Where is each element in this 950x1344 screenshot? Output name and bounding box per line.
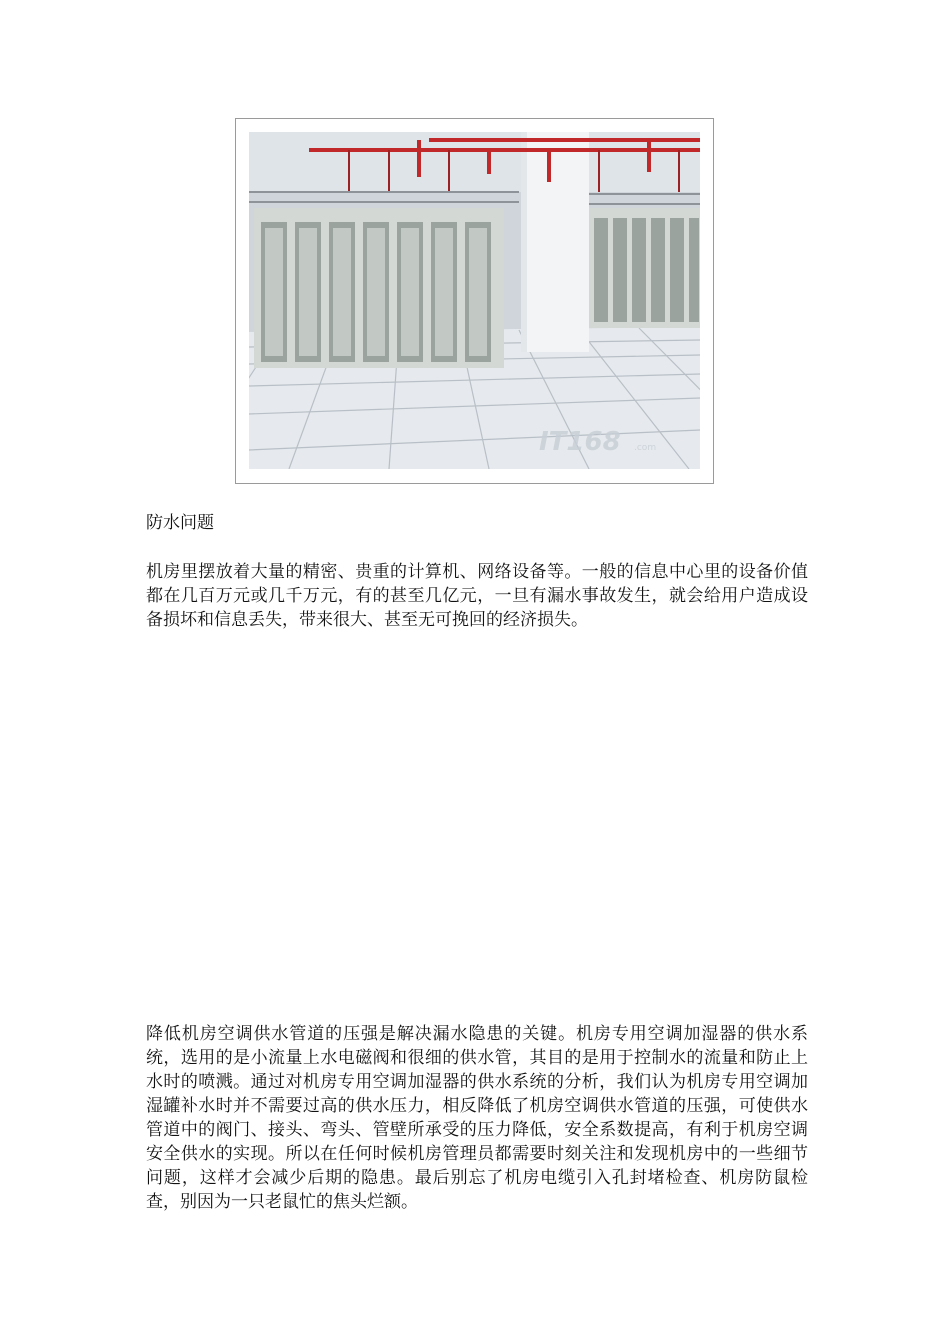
paragraph-1: 机房里摆放着大量的精密、贵重的计算机、网络设备等。一般的信息中心里的设备价值都在几百万元或几千万元，有的甚至几亿元，一旦有漏水事故发生，就会给用户造成设备损坏和信息丢失，带来很大、甚至无可挽回的经济损失。 (146, 562, 808, 630)
svg-text:.com: .com (634, 443, 657, 453)
server-room-photo (249, 132, 700, 469)
watermark-text: IT168 (539, 427, 621, 457)
photo-frame (235, 118, 714, 484)
paragraph-2: 降低机房空调供水管道的压强是解决漏水隐患的关键。机房专用空调加湿器的供水系统，选用的是小流量上水电磁阀和很细的供水管，其目的是用于控制水的流量和防止上水时的喷溅。通过对机房专用空调加湿器的供水系统的分析，我们认为机房专用空调加湿罐补水时并不需要过高的供水压力，相反降低了机房空调供水管道的压强，可使供水管道中的阀门、接头、弯头、管壁所承受的压力降低，安全系数提高，有利于机房空调安全供水的实现。所以在任何时候机房管理员都需要时刻关注和发现机房中的一些细节问题，这样才会减少后期的隐患。最后别忘了机房电缆引入孔封堵检查、机房防鼠检查，别因为一只老鼠忙的焦头烂额。 (146, 1024, 808, 1212)
section-heading: 防水问题 (146, 513, 214, 533)
